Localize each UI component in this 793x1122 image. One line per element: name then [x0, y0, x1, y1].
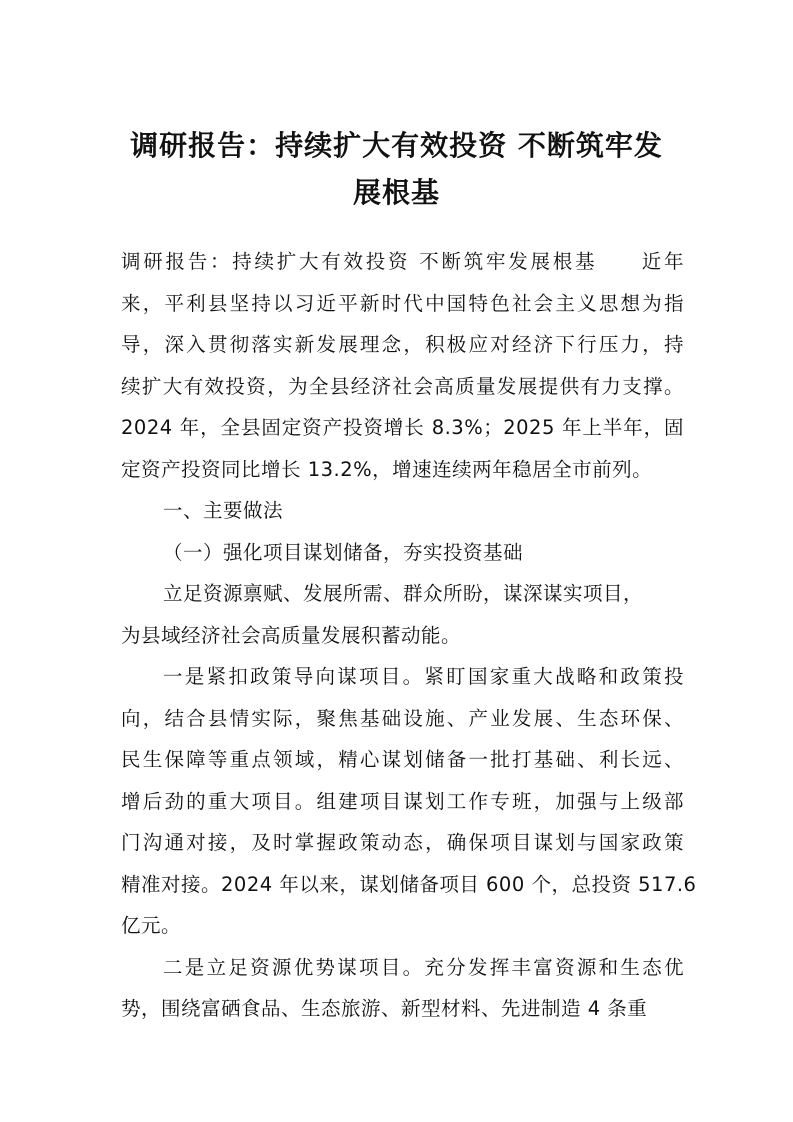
paragraph-line: 势，围绕富硒食品、生态旅游、新型材料、先进制造 4 条重: [121, 997, 648, 1020]
paragraph-line: 调研报告：持续扩大有效投资 不断筑牢发展根基 近年: [121, 250, 684, 273]
document-title-line: 展根基: [352, 176, 440, 209]
paragraph: [121, 656, 697, 947]
paragraph-line: 来，平利县坚持以习近平新时代中国特色社会主义思想为指: [121, 291, 684, 315]
paragraph-line: （一）强化项目谋划储备，夯实投资基础: [163, 540, 524, 564]
paragraph: [121, 947, 684, 1030]
paragraph-line: 定资产投资同比增长 13.2%，增速连续两年稳居全市前列。: [121, 457, 653, 481]
paragraph-line: 增后劲的重大项目。组建项目谋划工作专班，加强与上级部: [121, 789, 684, 813]
paragraph: [121, 532, 684, 574]
paragraph-line: 立足资源禀赋、发展所需、群众所盼，谋深谋实项目，: [163, 582, 644, 605]
paragraph: [121, 241, 684, 490]
paragraph-line: 续扩大有效投资，为全县经济社会高质量发展提供有力支撑。: [121, 374, 684, 398]
document-title: [0, 122, 793, 216]
paragraph-line: 亿元。: [121, 914, 182, 937]
paragraph-line: 民生保障等重点领域，精心谋划储备一批打基础、利长远、: [121, 748, 684, 771]
paragraph-line: 为县域经济社会高质量发展积蓄动能。: [121, 623, 462, 647]
paragraph-line: 门沟通对接，及时掌握政策动态，确保项目谋划与国家政策: [121, 831, 684, 854]
paragraph-line: 二是立足资源优势谋项目。充分发挥丰富资源和生态优: [163, 955, 684, 979]
paragraph-line: 一是紧扣政策导向谋项目。紧盯国家重大战略和政策投: [163, 665, 684, 688]
document-body: [121, 241, 697, 1030]
paragraph-line: 2024 年，全县固定资产投资增长 8.3%；2025 年上半年，固: [121, 416, 684, 439]
document-title-line: 调研报告：持续扩大有效投资 不断筑牢发: [130, 129, 663, 162]
paragraph-line: 一、主要做法: [163, 499, 284, 522]
paragraph-line: 向，结合县情实际，聚焦基础设施、产业发展、生态环保、: [121, 706, 684, 730]
paragraph-line: 精准对接。2024 年以来，谋划储备项目 600 个，总投资 517.6: [121, 872, 697, 896]
paragraph: [121, 490, 684, 532]
paragraph: [121, 573, 684, 656]
paragraph-line: 导，深入贯彻落实新发展理念，积极应对经济下行压力，持: [121, 333, 684, 356]
